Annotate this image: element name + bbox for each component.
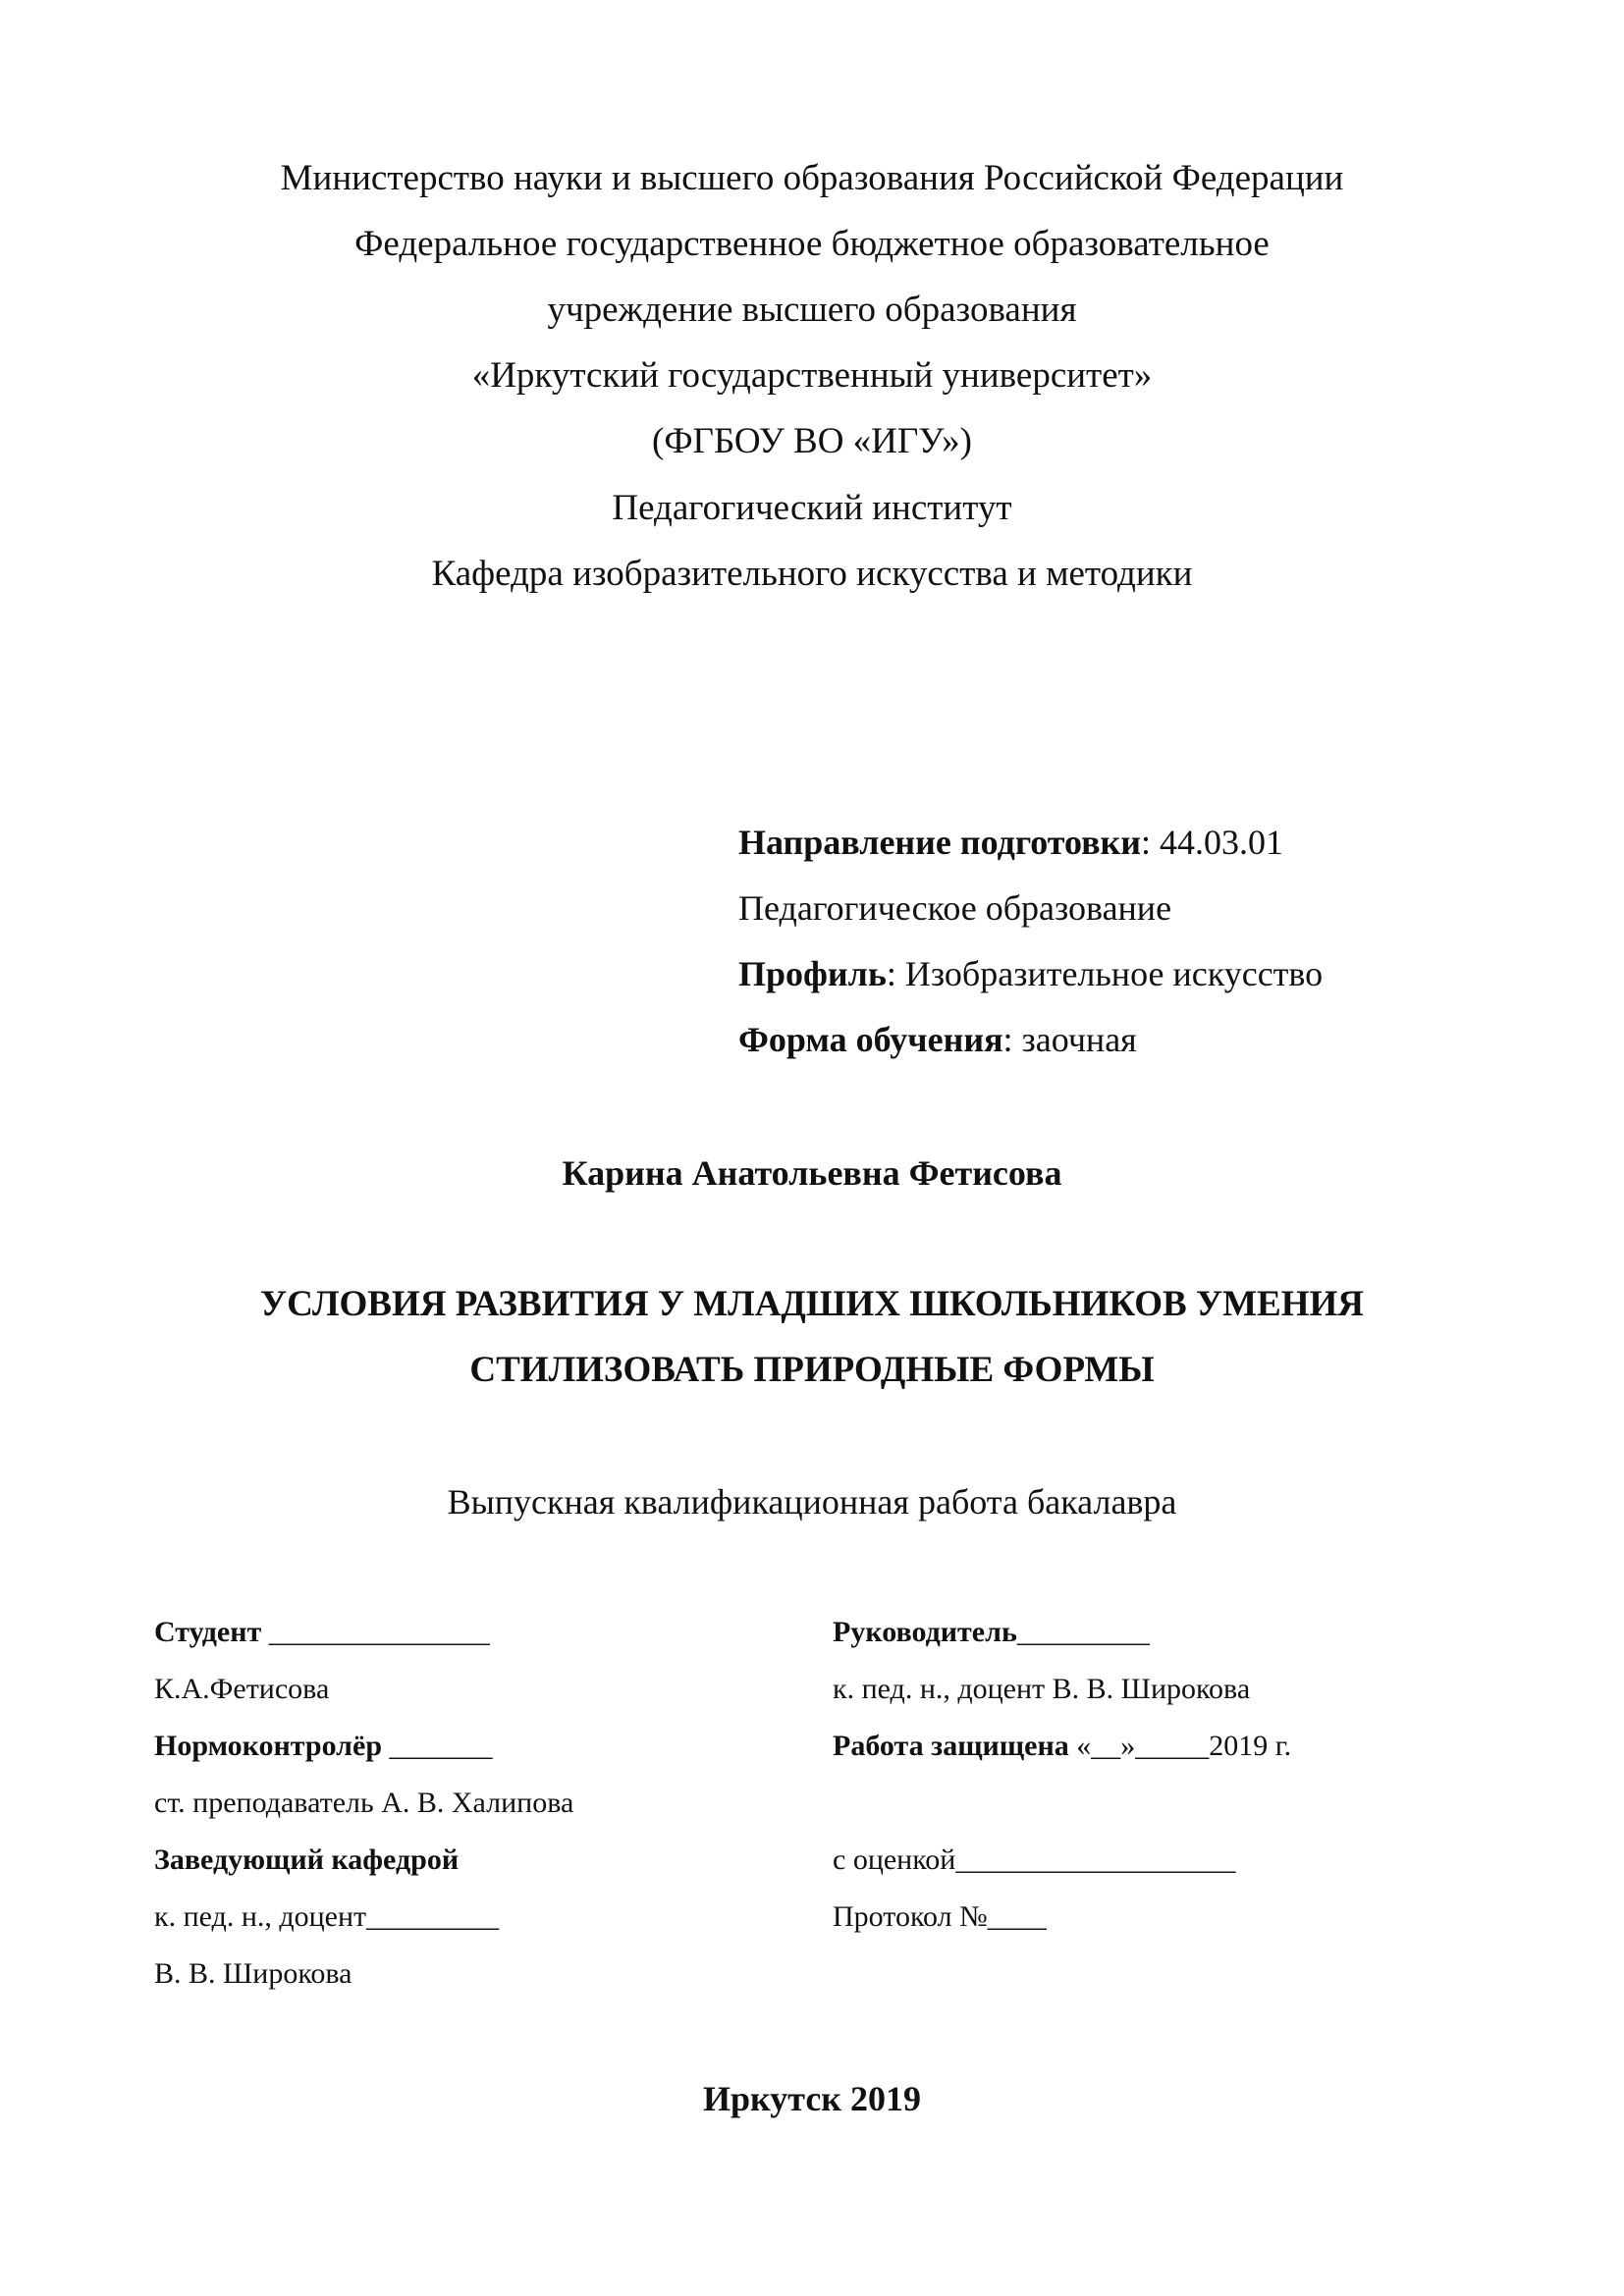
thesis-title-line-1: УСЛОВИЯ РАЗВИТИЯ У МЛАДШИХ ШКОЛЬНИКОВ УМЕНИЯ (260, 1284, 1364, 1324)
study-form-line (738, 1018, 1137, 1061)
normcontrol-label: Нормоконтролёр (154, 1730, 383, 1762)
normcontrol-name: ст. преподаватель А. В. Халипова (154, 1787, 574, 1819)
defended-label: Работа защищена (833, 1730, 1069, 1762)
profile-label: Профиль (738, 954, 887, 993)
normcontrol-blank: _______ (382, 1730, 493, 1762)
direction-line (738, 821, 1283, 864)
student-name: К.А.Фетисова (154, 1673, 330, 1705)
department-head-title: к. пед. н., доцент_________ (154, 1900, 500, 1933)
university-abbreviation: (ФГБОУ ВО «ИГУ») (652, 421, 972, 461)
study-form-value: : заочная (1002, 1020, 1137, 1059)
work-type: Выпускная квалификационная работа бакалавра (447, 1482, 1177, 1522)
defended-date: «__»_____2019 г. (1068, 1730, 1292, 1762)
direction-value-continued: Педагогическое образование (738, 888, 1172, 928)
institution-type-line-2: учреждение высшего образования (547, 290, 1077, 330)
institute-name: Педагогический институт (612, 488, 1012, 528)
institution-type-line: Федеральное государственное бюджетное образовательное (354, 224, 1270, 264)
study-form-label: Форма обучения (738, 1020, 1003, 1059)
department-head-label: Заведующий кафедрой (154, 1843, 460, 1876)
department-head-name: В. В. Широкова (154, 1957, 352, 1990)
profile-line (738, 952, 1323, 995)
author-name: Карина Анатольевна Фетисова (562, 1153, 1062, 1193)
supervisor-label: Руководитель (833, 1616, 1017, 1648)
ministry-line: Министерство науки и высшего образования Российской Федерации (280, 158, 1344, 198)
direction-value: : 44.03.01 (1141, 823, 1284, 862)
normcontrol-signature-line (154, 1728, 493, 1765)
thesis-title-line-2: СТИЛИЗОВАТЬ ПРИРОДНЫЕ ФОРМЫ (469, 1350, 1155, 1390)
protocol-line: Протокол №____ (833, 1900, 1047, 1933)
city-year: Иркутск 2019 (702, 2079, 922, 2118)
profile-value: : Изобразительное искусство (886, 954, 1324, 993)
direction-label: Направление подготовки (738, 823, 1142, 862)
student-signature-line (154, 1614, 490, 1651)
university-name: «Иркутский государственный университет» (471, 355, 1153, 396)
grade-line: с оценкой___________________ (833, 1843, 1236, 1876)
defense-date-line (833, 1728, 1291, 1765)
supervisor-signature-line (833, 1614, 1150, 1651)
student-label: Студент (154, 1616, 262, 1648)
student-blank: _______________ (261, 1616, 490, 1648)
supervisor-blank: _________ (1016, 1616, 1150, 1648)
supervisor-name: к. пед. н., доцент В. В. Широкова (833, 1673, 1251, 1705)
department-name: Кафедра изобразительного искусства и методики (431, 554, 1193, 594)
